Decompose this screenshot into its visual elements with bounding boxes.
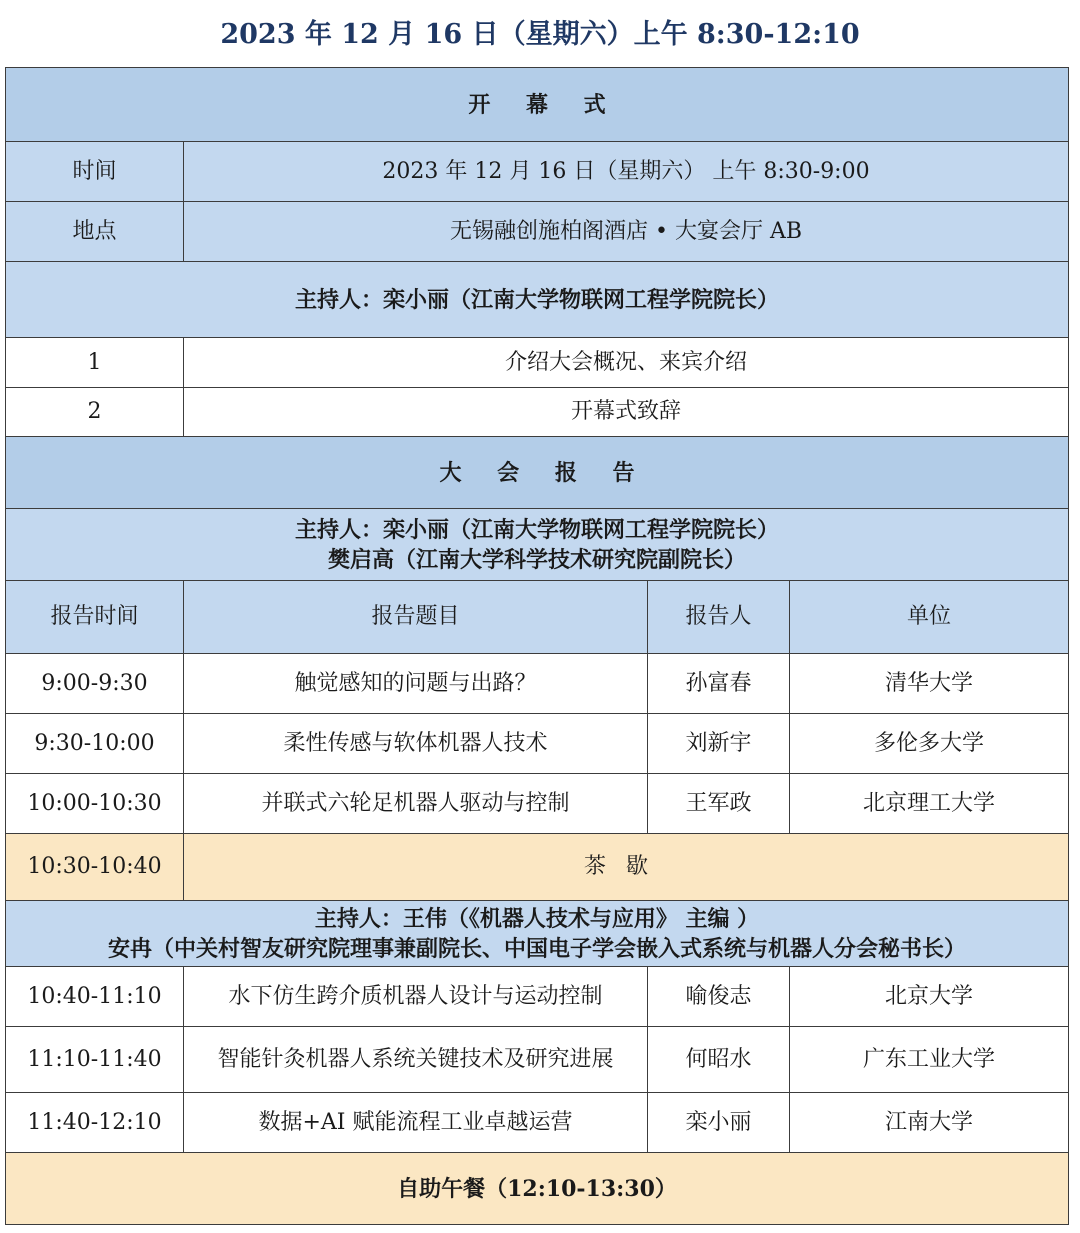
host-line: 安冉（中关村智友研究院理事兼副院长、中国电子学会嵌入式系统与机器人分会秘书长） <box>108 935 967 962</box>
opening-host: 主持人：栾小丽（江南大学物联网工程学院院长） <box>6 262 1069 338</box>
item-text: 开幕式致辞 <box>184 388 1069 437</box>
talk-time: 10:40-11:10 <box>6 967 184 1027</box>
talk-time: 10:00-10:30 <box>6 774 184 834</box>
page-title: 2023 年 12 月 16 日（星期六）上午 8:30-12:10 <box>220 19 860 50</box>
column-header-row <box>6 581 1069 654</box>
talk-title: 触觉感知的问题与出路？ <box>184 654 648 714</box>
column-header: 报告题目 <box>184 581 648 654</box>
opening-heading: 开 幕 式 <box>6 68 1069 142</box>
talk-title: 柔性传感与软体机器人技术 <box>184 714 648 774</box>
talk-title: 水下仿生跨介质机器人设计与运动控制 <box>184 967 648 1027</box>
opening-place-row <box>6 202 1069 262</box>
tea-break-time: 10:30-10:40 <box>6 834 184 901</box>
opening-host-row <box>6 262 1069 338</box>
time-label: 时间 <box>6 142 184 202</box>
talk-unit: 广东工业大学 <box>790 1027 1069 1093</box>
place-value: 无锡融创施柏阁酒店 • 大宴会厅 AB <box>184 202 1069 262</box>
lunch-label: 自助午餐（12:10-13:30） <box>6 1153 1069 1225</box>
talk-title: 数据+AI 赋能流程工业卓越运营 <box>184 1093 648 1153</box>
talk-speaker: 栾小丽 <box>648 1093 790 1153</box>
talk-speaker: 王军政 <box>648 774 790 834</box>
talk-row <box>6 714 1069 774</box>
talk-speaker: 喻俊志 <box>648 967 790 1027</box>
talk-time: 9:30-10:00 <box>6 714 184 774</box>
talk-row <box>6 967 1069 1027</box>
lunch-row <box>6 1153 1069 1225</box>
talk-unit: 清华大学 <box>790 654 1069 714</box>
host-line: 主持人：王伟（《机器人技术与应用》 主编 ） <box>314 905 760 932</box>
talk-speaker: 刘新宇 <box>648 714 790 774</box>
plenary-heading: 大 会 报 告 <box>6 437 1069 509</box>
opening-item-row <box>6 338 1069 388</box>
talk-unit: 多伦多大学 <box>790 714 1069 774</box>
column-header: 报告人 <box>648 581 790 654</box>
talk-time: 11:40-12:10 <box>6 1093 184 1153</box>
plenary-host-row <box>6 509 1069 581</box>
talk-row <box>6 774 1069 834</box>
column-header: 单位 <box>790 581 1069 654</box>
place-label: 地点 <box>6 202 184 262</box>
talk-time: 9:00-9:30 <box>6 654 184 714</box>
host-line: 主持人：栾小丽（江南大学物联网工程学院院长） <box>295 516 780 543</box>
tea-break-label: 茶歇 <box>184 834 1069 901</box>
talk-speaker: 孙富春 <box>648 654 790 714</box>
session2-hosts <box>6 901 1069 967</box>
opening-item-row <box>6 388 1069 437</box>
talk-title: 智能针灸机器人系统关键技术及研究进展 <box>184 1027 648 1093</box>
agenda-table <box>5 67 1069 1225</box>
column-header: 报告时间 <box>6 581 184 654</box>
plenary-hosts <box>6 509 1069 581</box>
opening-heading-row <box>6 68 1069 142</box>
plenary-heading-row <box>6 437 1069 509</box>
item-text: 介绍大会概况、来宾介绍 <box>184 338 1069 388</box>
talk-unit: 江南大学 <box>790 1093 1069 1153</box>
talk-unit: 北京理工大学 <box>790 774 1069 834</box>
time-value: 2023 年 12 月 16 日（星期六） 上午 8:30-9:00 <box>184 142 1069 202</box>
opening-time-row <box>6 142 1069 202</box>
item-number: 1 <box>6 338 184 388</box>
talk-speaker: 何昭水 <box>648 1027 790 1093</box>
tea-break-row <box>6 834 1069 901</box>
talk-row <box>6 654 1069 714</box>
talk-title: 并联式六轮足机器人驱动与控制 <box>184 774 648 834</box>
host-line: 樊启高（江南大学科学技术研究院副院长） <box>328 546 747 573</box>
talk-row <box>6 1027 1069 1093</box>
item-number: 2 <box>6 388 184 437</box>
session2-host-row <box>6 901 1069 967</box>
talk-unit: 北京大学 <box>790 967 1069 1027</box>
talk-time: 11:10-11:40 <box>6 1027 184 1093</box>
talk-row <box>6 1093 1069 1153</box>
